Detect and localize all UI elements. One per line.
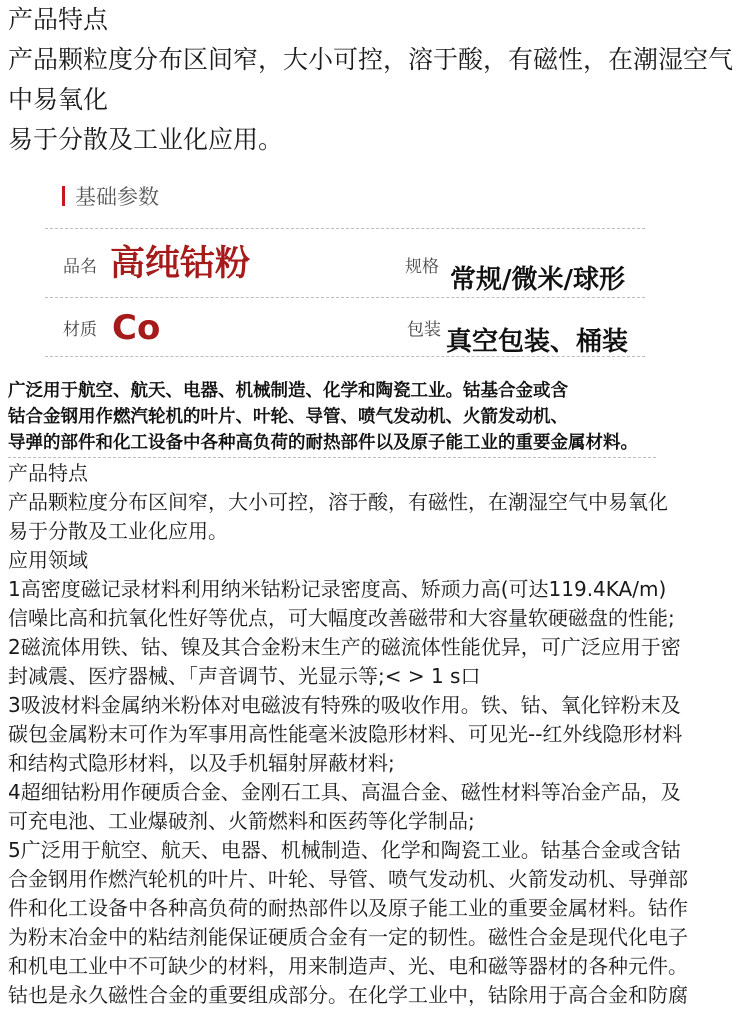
divider-dashed [45,356,645,357]
details-line: 合金钢用作燃汽轮机的叶片、叶轮、导管、喷气发动机、火箭发动机、导弹部 [8,867,688,891]
header-accent-bar [62,186,65,206]
basic-params-heading: 基础参数 [75,185,159,209]
summary-line: 导弹的部件和化工设备中各种高负荷的耐热部件以及原子能工业的重要金属材料。 [8,433,638,453]
material-value: Co [112,308,161,348]
material-label: 材质 [63,320,97,340]
details-line: 产品颗粒度分布区间窄，大小可控，溶于酸，有磁性，在潮湿空气中易氧化 [8,490,668,514]
details-line: 封减震、医疗器械、「声音调节、光显示等;< > 1 s口 [8,664,481,688]
package-label: 包装 [407,320,441,340]
summary-paragraph [8,378,748,456]
product-name-value: 高纯钴粉 [110,244,251,284]
divider-dashed [45,228,645,229]
details-line: 易于分散及工业化应用。 [8,519,228,543]
details-line: 可充电池、工业爆破剂、火箭燃料和医药等化学制品; [8,809,475,833]
top-features-line-2: 易于分散及工业化应用。 [8,125,284,154]
divider-dashed [45,297,645,298]
spec-label: 规格 [405,257,439,277]
name-label: 品名 [63,257,97,277]
basic-params-header [62,182,159,210]
package-value: 真空包装、桶装 [446,327,629,357]
top-features-line-1: 产品颗粒度分布区间窄，大小可控，溶于酸，有磁性，在潮湿空气中易氧化 [8,45,734,114]
summary-line: 广泛用于航空、航天、电器、机械制造、化学和陶瓷工业。钴基合金或含 [8,381,568,401]
details-line: 3吸波材料金属纳米粉体对电磁波有特殊的吸收作用。铁、钴、氧化锌粉末及 [8,693,681,717]
summary-line: 钴合金钢用作燃汽轮机的叶片、叶轮、导管、喷气发动机、火箭发动机、 [8,407,568,427]
details-line: 和结构式隐形材料，以及手机辐射屏蔽材料; [8,751,395,775]
details-line: 2磁流体用铁、钴、镍及其合金粉末生产的磁流体性能优异，可广泛应用于密 [8,635,681,659]
details-heading-applications: 应用领域 [8,548,88,572]
details-line: 1高密度磁记录材料利用纳米钴粉记录密度高、矫顽力高(可达119.4KA/m) [8,577,667,601]
divider-dashed [8,457,656,458]
details-line: 5广泛用于航空、航天、电器、机械制造、化学和陶瓷工业。钴基合金或含钴 [8,838,681,862]
details-line: 钴也是永久磁性合金的重要组成部分。在化学工业中，钴除用于高合金和防腐 [8,983,688,1007]
spec-value: 常规/微米/球形 [450,265,625,295]
details-section [8,459,746,1010]
details-line: 和机电工业中不可缺少的材料，用来制造声、光、电和磁等器材的各种元件。 [8,954,688,978]
details-heading-features: 产品特点 [8,461,88,485]
details-line: 信噪比高和抗氧化性好等优点，可大幅度改善磁带和大容量软硬磁盘的性能; [8,606,675,630]
top-features-section [8,0,744,160]
details-line: 4超细钴粉用作硬质合金、金刚石工具、高温合金、磁性材料等冶金产品，及 [8,780,681,804]
top-features-title: 产品特点 [8,5,109,34]
details-line: 为粉末冶金中的粘结剂能保证硬质合金有一定的韧性。磁性合金是现代化电子 [8,925,688,949]
details-line: 碳包金属粉末可作为军事用高性能毫米波隐形材料、可见光--红外线隐形材料 [8,722,683,746]
details-line: 件和化工设备中各种高负荷的耐热部件以及原子能工业的重要金属材料。钴作 [8,896,688,920]
